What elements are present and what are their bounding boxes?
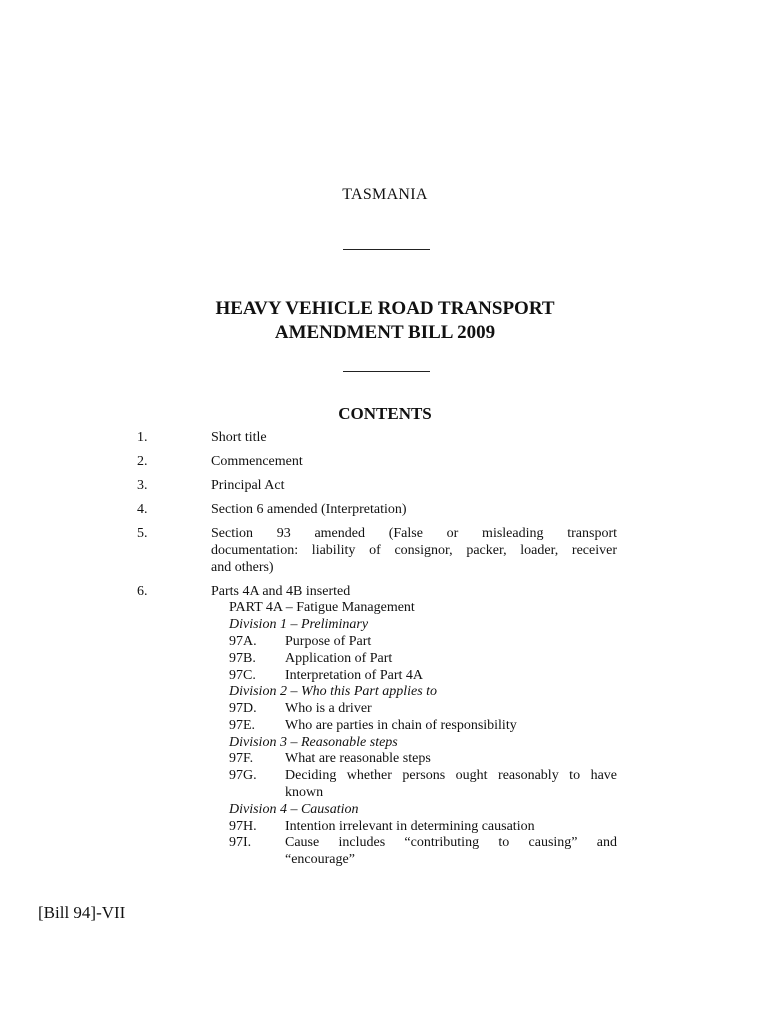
section-number: 97C. [229, 667, 256, 683]
clause-number: 1. [137, 430, 148, 445]
toc-section [229, 701, 617, 718]
clause-number: 2. [137, 453, 148, 469]
section-title: Application of Part [285, 650, 393, 666]
bill-title-line-1: HEAVY VEHICLE ROAD TRANSPORT [215, 298, 555, 319]
toc-clause-2 [0, 454, 770, 471]
toc-section [229, 668, 617, 685]
division-heading: Division 1 – Preliminary [229, 617, 369, 633]
toc-clause-5 [0, 526, 770, 576]
section-title [285, 768, 617, 802]
clause-title: Commencement [211, 453, 303, 469]
contents-heading: CONTENTS [338, 404, 432, 423]
section-title: Who is a driver [285, 701, 372, 717]
jurisdiction: TASMANIA [342, 186, 428, 203]
section-title-line-2: “encourage” [285, 852, 355, 868]
section-title: What are reasonable steps [285, 751, 431, 767]
bill-title [0, 297, 770, 345]
clause-number: 3. [137, 477, 148, 493]
clause-title: Principal Act [211, 477, 285, 493]
section-number: 97E. [229, 717, 256, 733]
toc-clause-4 [0, 502, 770, 519]
toc-clause-3 [0, 478, 770, 495]
section-number: 97A. [229, 633, 257, 649]
toc-section [229, 634, 617, 651]
toc-section [229, 751, 617, 768]
clause-number: 6. [137, 583, 148, 599]
section-number: 97H. [229, 818, 257, 834]
clause-title-line-2: documentation: liability of consignor, packer, loader, receiver [211, 542, 617, 558]
section-title-line-2: known [285, 785, 324, 801]
section-title [285, 835, 617, 869]
toc-section [229, 835, 617, 869]
section-title-line-1: Deciding whether persons ought reasonably to have [285, 768, 617, 784]
clause-title-line-3: and others) [211, 559, 274, 575]
bill-reference-footer: [Bill 94]-VII [38, 903, 126, 922]
bill-title-line-2: AMENDMENT BILL 2009 [274, 322, 496, 343]
clause-title: Section 6 amended (Interpretation) [211, 501, 407, 517]
part-heading: PART 4A – Fatigue Management [229, 600, 415, 616]
clause-title [211, 526, 617, 576]
section-title-line-1: Cause includes “contributing to causing” and [285, 835, 617, 851]
division-heading: Division 4 – Causation [229, 801, 359, 817]
clause-title-line-1: Section 93 amended (False or misleading transport [211, 525, 617, 541]
divider-rule-top [343, 249, 430, 250]
division-heading: Division 2 – Who this Part applies to [229, 684, 438, 700]
toc-section [229, 651, 617, 668]
section-number: 97F. [229, 751, 254, 767]
toc-section [229, 718, 617, 735]
clause-number: 4. [137, 501, 148, 517]
toc-clause-1 [0, 430, 770, 447]
section-number: 97I. [229, 835, 252, 851]
toc-section [229, 768, 617, 802]
clause-number: 5. [137, 525, 148, 541]
division-heading: Division 3 – Reasonable steps [229, 734, 398, 750]
table-of-contents [0, 430, 770, 869]
toc-clause-6 [0, 584, 770, 601]
clause-title: Parts 4A and 4B inserted [211, 583, 351, 599]
divider-rule-bottom [343, 371, 430, 372]
section-number: 97G. [229, 768, 257, 784]
section-title: Who are parties in chain of responsibility [285, 717, 517, 733]
section-title: Purpose of Part [285, 633, 372, 649]
toc-section [229, 819, 617, 836]
section-number: 97B. [229, 650, 256, 666]
clause-title: Short title [211, 430, 267, 445]
section-number: 97D. [229, 701, 257, 717]
section-title: Interpretation of Part 4A [285, 667, 424, 683]
section-title: Intention irrelevant in determining causation [285, 818, 535, 834]
